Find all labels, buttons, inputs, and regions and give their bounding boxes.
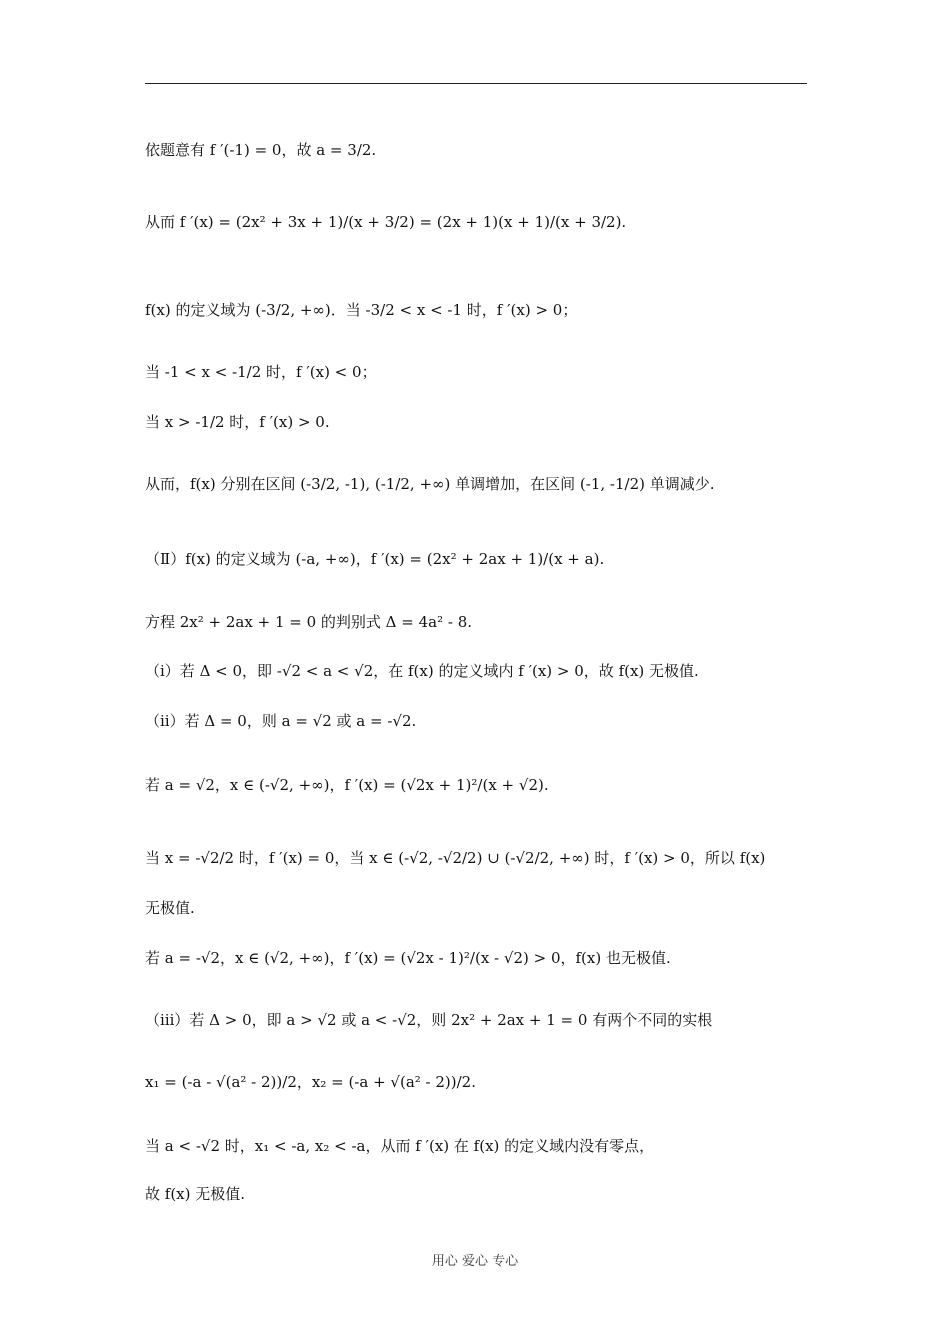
- text-line: 从而 f ′(x) = (2x² + 3x + 1)/(x + 3/2) = (2x + 1)(x + 1)/(x + 3/2).: [145, 213, 627, 231]
- text-line: 故 f(x) 无极值.: [145, 1185, 246, 1203]
- text-line: 无极值.: [145, 899, 195, 917]
- text-line: 若 a = -√2，x ∈ (√2, +∞)，f ′(x) = (√2x - 1)²/(x - √2) > 0，f(x) 也无极值.: [145, 949, 671, 967]
- header-rule: [145, 83, 807, 84]
- text-line: 当 -1 < x < -1/2 时，f ′(x) < 0；: [145, 363, 377, 381]
- text-line: 若 a = √2，x ∈ (-√2, +∞)，f ′(x) = (√2x + 1)²/(x + √2).: [145, 776, 549, 794]
- text-line: x₁ = (-a - √(a² - 2))/2，x₂ = (-a + √(a² - 2))/2.: [145, 1073, 476, 1091]
- text-line: （ⅲ）若 Δ > 0，即 a > √2 或 a < -√2，则 2x² + 2ax + 1 = 0 有两个不同的实根: [145, 1011, 713, 1029]
- text-line: （ⅱ）若 Δ = 0，则 a = √2 或 a = -√2.: [145, 712, 417, 730]
- text-line: 方程 2x² + 2ax + 1 = 0 的判别式 Δ = 4a² - 8.: [145, 613, 473, 631]
- text-line: 当 a < -√2 时，x₁ < -a, x₂ < -a，从而 f ′(x) 在 f(x) 的定义域内没有零点，: [145, 1137, 655, 1155]
- page-footer: 用心 爱心 专心: [431, 1254, 519, 1269]
- text-line: 从而，f(x) 分别在区间 (-3/2, -1), (-1/2, +∞) 单调增加，在区间 (-1, -1/2) 单调减少.: [145, 475, 715, 493]
- text-line: 依题意有 f ′(-1) = 0，故 a = 3/2.: [145, 141, 377, 159]
- text-line: f(x) 的定义域为 (-3/2, +∞)．当 -3/2 < x < -1 时，f ′(x) > 0；: [145, 301, 578, 319]
- text-line: （ⅰ）若 Δ < 0，即 -√2 < a < √2，在 f(x) 的定义域内 f ′(x) > 0，故 f(x) 无极值.: [145, 662, 699, 680]
- text-line: 当 x > -1/2 时，f ′(x) > 0.: [145, 413, 330, 431]
- text-line: 当 x = -√2/2 时，f ′(x) = 0，当 x ∈ (-√2, -√2/2) ∪ (-√2/2, +∞) 时，f ′(x) > 0，所以 f(x): [145, 849, 766, 867]
- text-line: （Ⅱ）f(x) 的定义域为 (-a, +∞)，f ′(x) = (2x² + 2ax + 1)/(x + a).: [145, 550, 605, 568]
